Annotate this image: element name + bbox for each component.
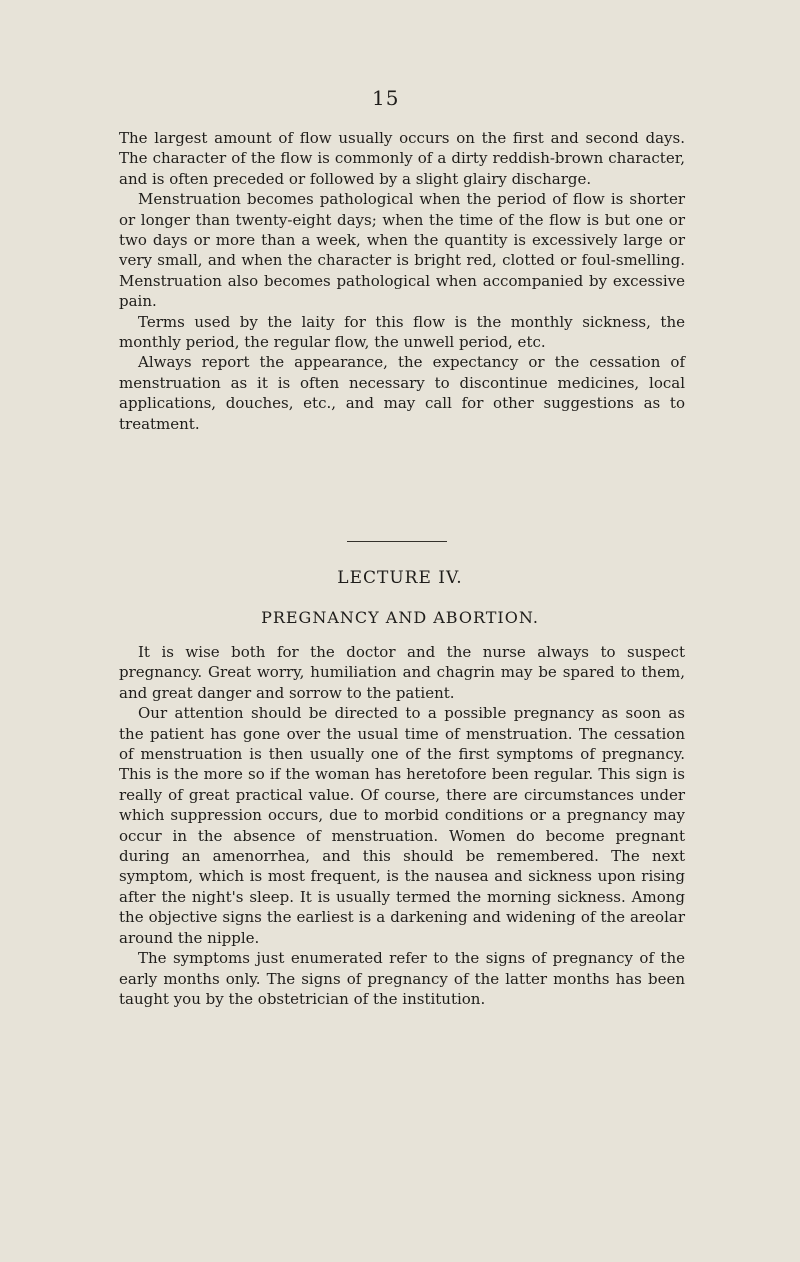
section-divider xyxy=(347,541,447,542)
menstruation-text xyxy=(119,128,685,434)
section-heading: PREGNANCY AND ABORTION. xyxy=(261,608,539,627)
pregnancy-text xyxy=(119,642,685,1009)
paragraph-early-months: The symptoms just enumerated refer to the signs of pregnancy of the early months only. The signs of pregnancy of the latter months has been taught you by the obstetrician of the institution. xyxy=(119,949,685,1008)
paragraph-lay-terms: Terms used by the laity for this flow is the monthly sickness, the monthly period, the regular flow, the unwell period, etc. xyxy=(119,312,685,352)
paragraph-pathological-menstruation: Menstruation becomes pathological when the period of flow is shorter or longer than twenty-eight days; when the time of the flow is but one or two days or more than a week, when the quantity is excessively large or very small, and when the character is bright red, clotted or foul-smelling. Menstruation also becomes pathological when accompanied by excessive pain. xyxy=(119,190,685,311)
paragraph-report-menstruation: Always report the appearance, the expectancy or the cessation of menstruation as it is often necessary to discontinue medicines, local applications, douches, etc., and may call for other suggestions as to treatment. xyxy=(119,353,685,433)
paragraph-pregnancy-signs: Our attention should be directed to a possible pregnancy as soon as the patient has gone over the usual time of menstruation. The cessation of menstruation is then usually one of the first symptoms of pregnancy. This is the more so if the woman has heretofore been regular. This sign is really of great practical value. Of course, there are circumstances under which suppression occurs, due to morbid conditions or a pregnancy may occur in the absence of menstruation. Women do become pregnant during an amenorrhea, and this should be remembered. The next symptom, which is most frequent, is the nausea and sickness upon rising after the night's sleep. It is usually termed the morning sickness. Among the objective signs the earliest is a darkening and widening of the areolar around the nipple. xyxy=(119,704,685,947)
paragraph-suspect-pregnancy: It is wise both for the doctor and the nurse always to suspect pregnancy. Great worry, humiliation and chagrin may be spared to them, and great danger and sorrow to the patient. xyxy=(119,643,685,702)
lecture-heading: LECTURE IV. xyxy=(337,568,463,588)
page-number: 15 xyxy=(372,86,400,110)
paragraph-flow-amount: The largest amount of flow usually occurs on the first and second days. The character of the flow is commonly of a dirty reddish-brown character, and is often preceded or followed by a slight glairy discharge. xyxy=(119,129,685,188)
